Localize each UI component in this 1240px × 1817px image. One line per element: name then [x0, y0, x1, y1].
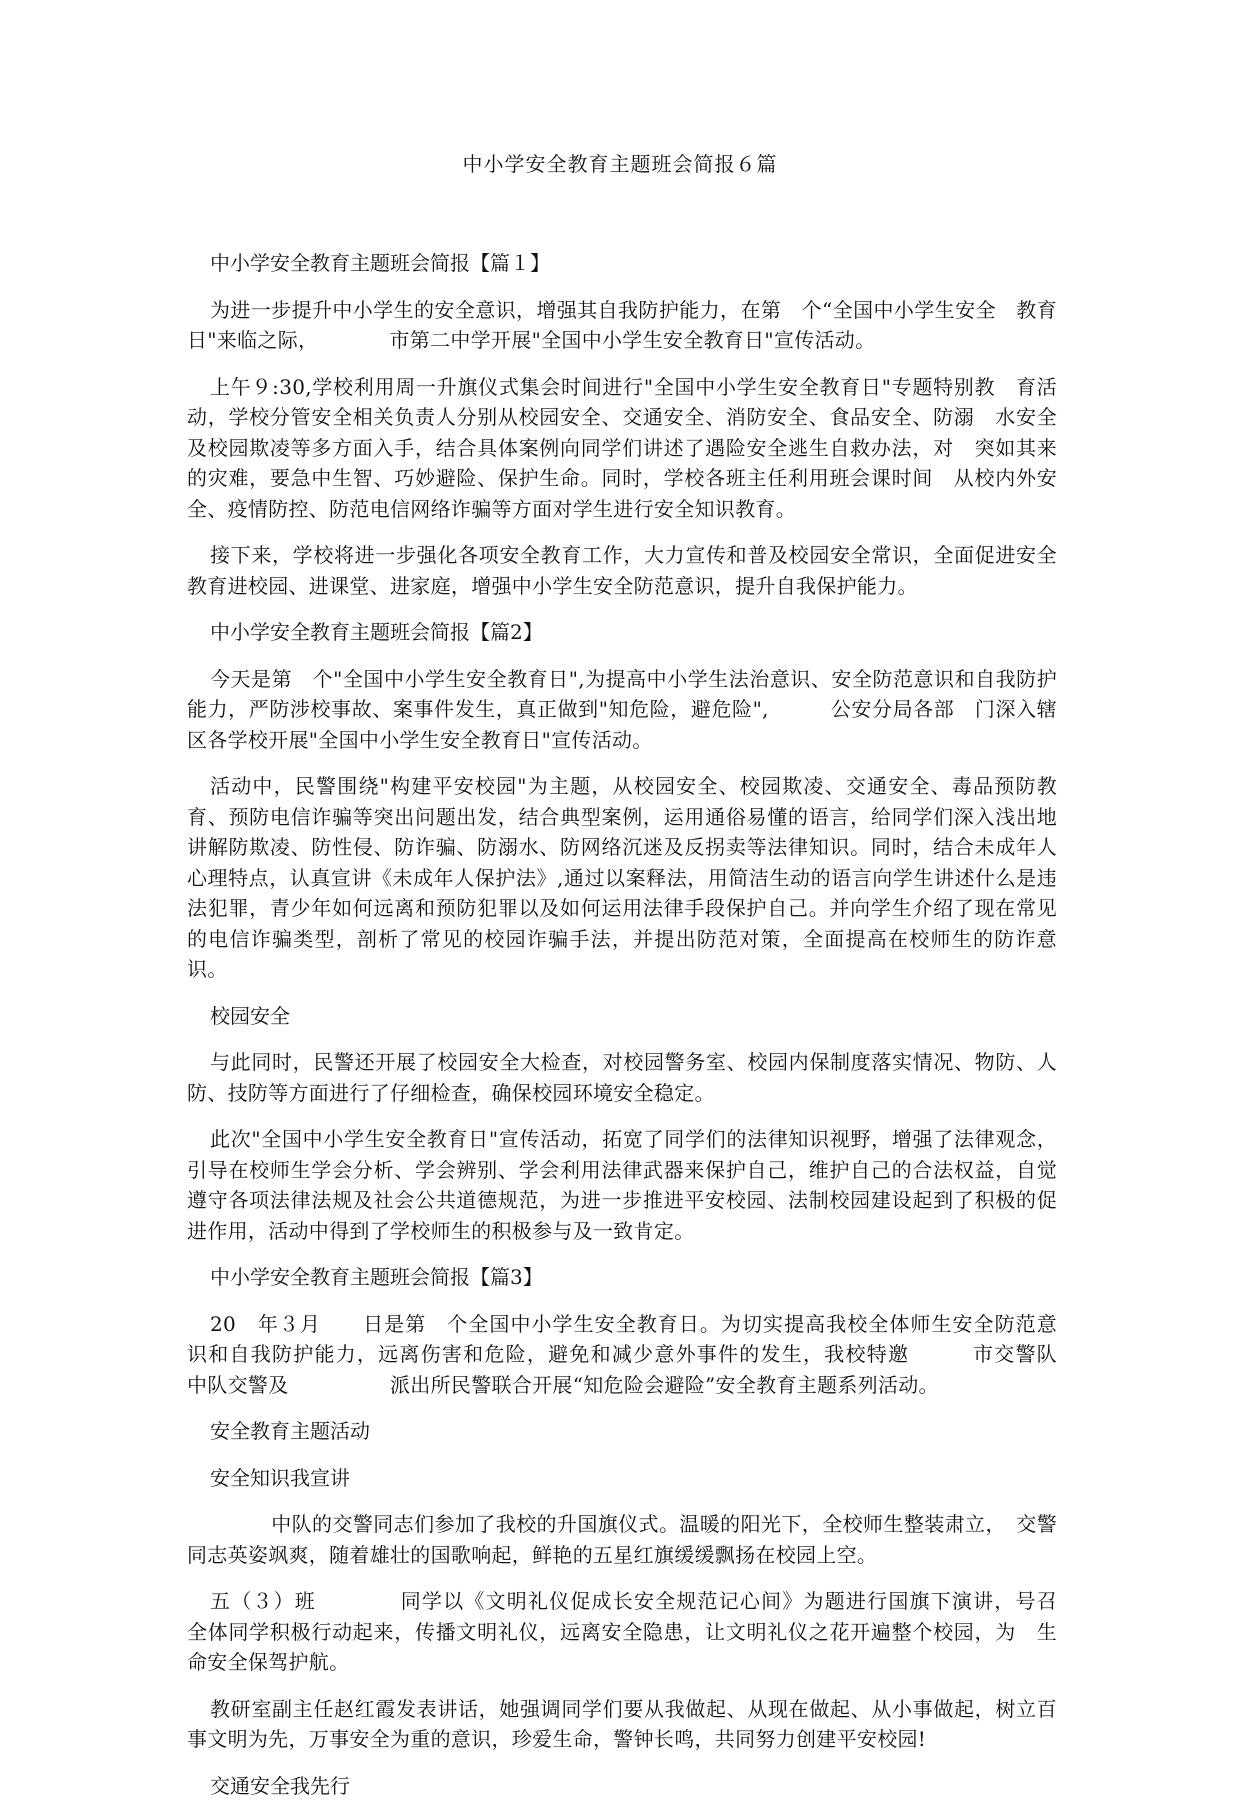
paragraph: 中队的交警同志们参加了我校的升国旗仪式。温暖的阳光下，全校师生整装肃立， 交警同志英姿飒爽，随着雄壮的国歌响起，鲜艳的五星红旗缓缓飘扬在校园上空。 — [187, 1512, 1057, 1567]
paragraph: 此次"全国中小学生安全教育日"宣传活动，拓宽了同学们的法律知识视野，增强了法律观念，引导在校师生学会分析、学会辨别、学会利用法律武器来保护自己，维护自己的合法权益，自觉遵守各项法律法规及社会公共道德规范，为进一步推进平安校园、法制校园建设起到了积极的促进作用，活动中得到了学校师生的积极参与及一致肯定。 — [187, 1127, 1057, 1243]
section-heading: 中小学安全教育主题班会简报【篇１】 — [210, 251, 550, 275]
section-heading: 交通安全我先行 — [210, 1773, 350, 1798]
paragraph: 教研室副主任赵红霞发表讲话，她强调同学们要从我做起、从现在做起、从小事做起，树立百事文明为先，万事安全为重的意识，珍爱生命，警钟长鸣，共同努力创建平安校园! — [187, 1696, 1057, 1751]
section-heading: 中小学安全教育主题班会简报【篇2】 — [210, 620, 543, 644]
paragraph: 与此同时，民警还开展了校园安全大检查，对校园警务室、校园内保制度落实情况、物防、人防、技防等方面进行了仔细检查，确保校园环境安全稳定。 — [187, 1050, 1057, 1105]
section-heading: 中小学安全教育主题班会简报【篇3】 — [210, 1265, 543, 1289]
section-heading: 安全教育主题活动 — [210, 1419, 370, 1443]
section-heading: 校园安全 — [210, 1003, 290, 1028]
document-title: 中小学安全教育主题班会简报６篇 — [462, 152, 778, 176]
paragraph: 五（３）班 同学以《文明礼仪促成长安全规范记心间》为题进行国旗下演讲，号召 全体同学积极行动起来，传播文明礼仪，远离安全隐患，让文明礼仪之花开遍整个校园，为 生命安全保驾护航。 — [187, 1589, 1078, 1674]
paragraph: 接下来，学校将进一步强化各项安全教育工作，大力宣传和普及校园安全常识，全面促进安全教育进校园、进课堂、进家庭，增强中小学生安全防范意识，提升自我保护能力。 — [187, 543, 1057, 598]
paragraph: 活动中，民警围绕"构建平安校园"为主题，从校园安全、校园欺凌、交通安全、毒品预防教育、预防电信诈骗等突出问题出发，结合典型案例，运用通俗易懂的语言，给同学们深入浅出地讲解防欺凌、防性侵、防诈骗、防溺水、防网络沉迷及反拐卖等法律知识。同时，结合未成年人心理特点，认真宣讲《未成年人保护法》,通过以案释法，用简洁生动的语言向学生讲述什么是违法犯罪，青少年如何远离和预防犯罪以及如何运用法律手段保护自己。并向学生介绍了现在常见的电信诈骗类型，剖析了常见的校园诈骗手法，并提出防范对策，全面提高在校师生的防诈意识。 — [187, 774, 1057, 981]
paragraph: 上午９:30,学校利用周一升旗仪式集会时间进行"全国中小学生安全教育日"专题特别教 育活动，学校分管安全相关负责人分别从校园安全、交通安全、消防安全、食品安全、防溺 水安全及校园欺凌等多方面入手，结合具体案例向同学们讲述了遇险安全逃生自救办法，对 突如其来的灾难，要急中生智、巧妙避险、保护生命。同时，学校各班主任利用班会课时间 从校内外安全、疫情防控、防范电信网络诈骗等方面对学生进行安全知识教育。 — [187, 374, 1057, 521]
paragraph: 今天是第 个"全国中小学生安全教育日",为提高中小学生法治意识、安全防范意识和自我防护能力，严防涉校事故、案事件发生，真正做到"知危险，避危险", 公安分局各部 门深入辖区各学校开展"全国中小学生安全教育日"宣传活动。 — [187, 666, 1057, 752]
document-body — [187, 248, 1098, 1817]
paragraph: 为进一步提升中小学生的安全意识，增强其自我防护能力，在第 个“全国中小学生安全 教育日"来临之际， 市第二中学开展"全国中小学生安全教育日"宣传活动。 — [187, 297, 1057, 352]
section-heading: 安全知识我宣讲 — [210, 1465, 350, 1490]
paragraph: 20 年３月 日是第 个全国中小学生安全教育日。为切实提高我校全体师生安全防范意 识和自我防护能力，远离伤害和危险，避免和减少意外事件的发生，我校特邀 市交警队 中队交警及 派出所民警联合开展“知危险会避险”安全教育主题系列活动。 — [187, 1311, 1098, 1397]
